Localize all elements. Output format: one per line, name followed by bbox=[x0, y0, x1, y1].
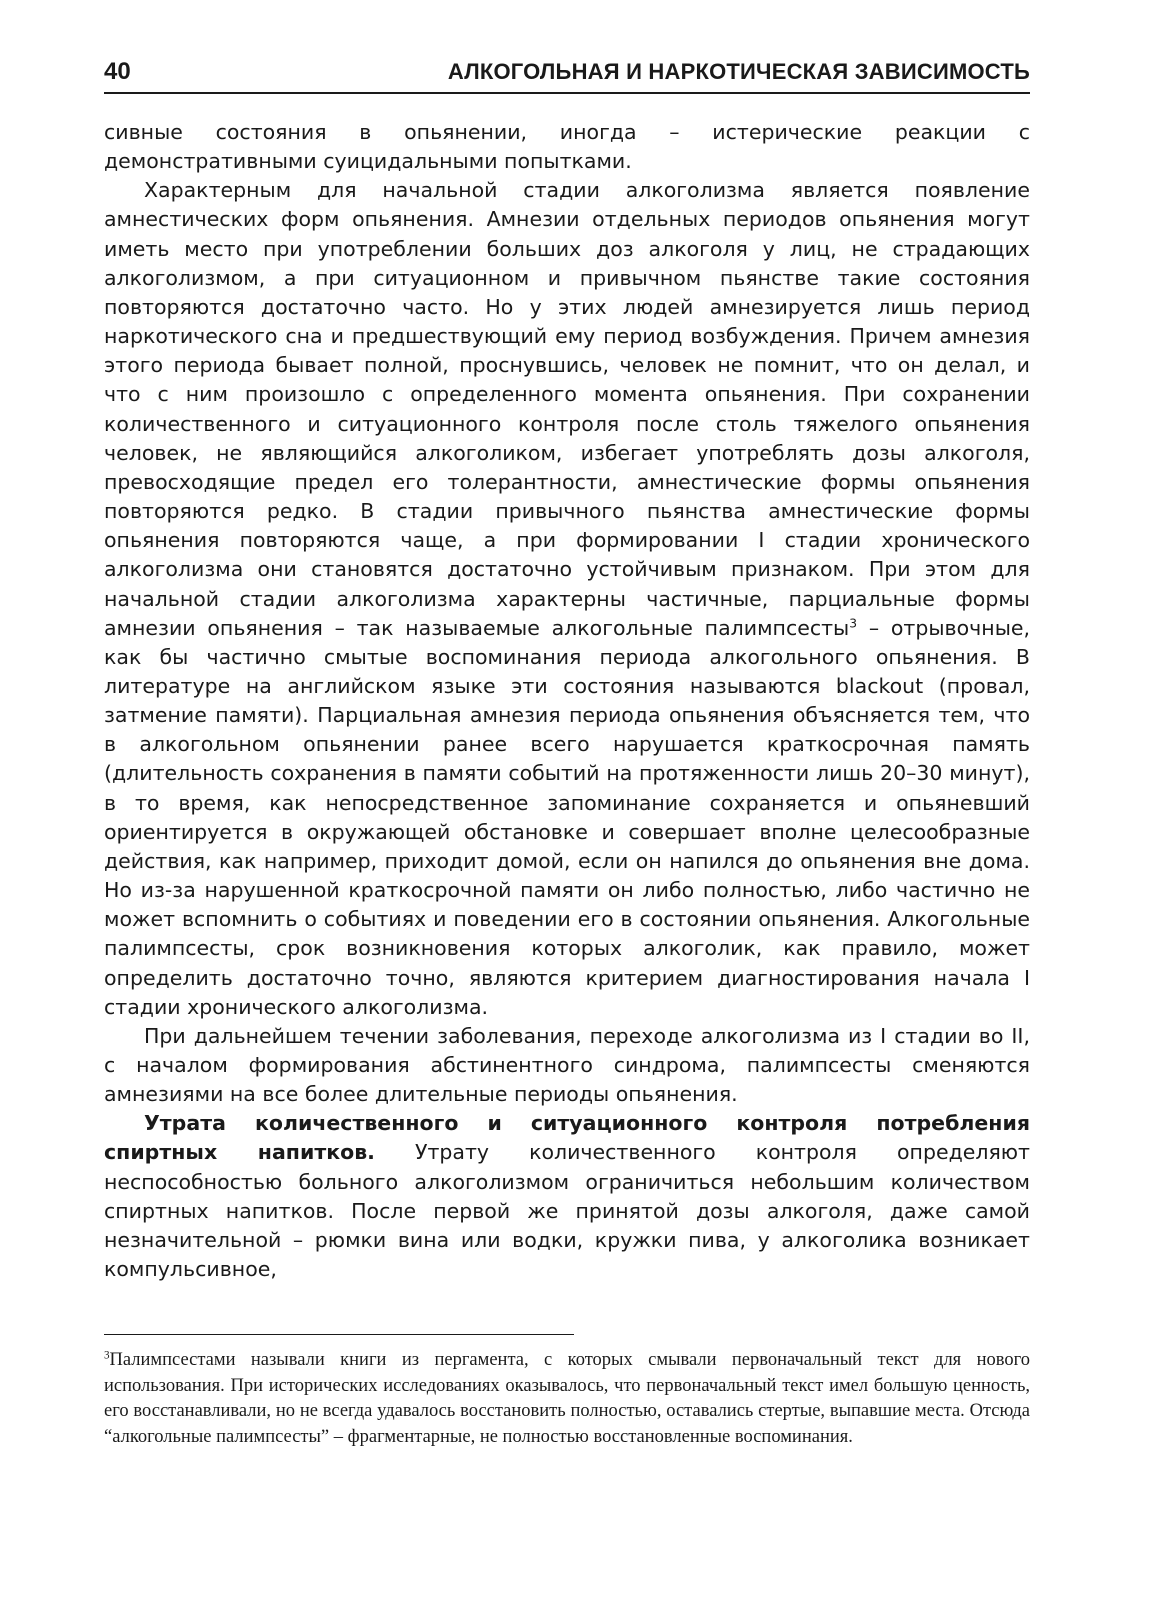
page-number: 40 bbox=[104, 58, 131, 85]
paragraph-text-continued: – отрывочные, как бы частично смытые воспоминания периода алкогольного опьянения. В литературе на английском языке эти состояния называются blackout (провал, затмение памяти). Парциальная амнезия периода опьянения объясняется тем, что в алкогольном опьянении ранее всего нарушается краткосрочная память (длительность сохранения в памяти событий на протяженности лишь 20–30 минут), в то время, как непосредственное запоминание сохраняется и опьяневший ориентируется в окружающей обстановке и совершает вполне целесообразные действия, как например, приходит домой, если он напился до опьянения вне дома. Но из-за нарушенной краткосрочной памяти он либо полностью, либо частично не может вспомнить о событиях и поведении его в состоянии опьянения. Алкогольные палимпсесты, срок возникновения которых алкоголик, как правило, может определить достаточно точно, являются критерием диагностирования начала I стадии хронического алкоголизма. bbox=[104, 615, 1031, 1019]
body-text bbox=[104, 118, 1030, 1284]
paragraph-amnestic-forms bbox=[104, 176, 1030, 1022]
paragraph-text: Характерным для начальной стадии алкоголизма является появление амнестических форм опьянения. Амнезии отдельных периодов опьянения могут иметь место при употреблении больших доз алкоголя у лиц, не страдающих алкоголизмом, а при ситуационном и привычном пьянстве такие состояния повторяются достаточно часто. Но у этих людей амнезируется лишь период наркотического сна и предшествующий ему период возбуждения. Причем амнезия этого периода бывает полной, проснувшись, человек не помнит, что он делал, и что с ним произошло с определенного момента опьянения. При сохранении количественного и ситуационного контроля после столь тяжелого опьянения человек, не являющийся алкоголиком, избегает употреблять дозы алкоголя, превосходящие предел его толерантности, амнестические формы опьянения повторяются редко. В стадии привычного пьянства амнестические формы опьянения повторяются чаще, а при формировании I стадии хронического алкоголизма они становятся достаточно устойчивым признаком. При этом для начальной стадии алкоголизма характерны частичные, парциальные формы амнезии опьянения – так называемые алкогольные палимпсесты bbox=[104, 178, 1030, 640]
footnote-text: Палимпсестами называли книги из пергамента, с которых смывали первоначальный текст для нового использования. При исторических исследованиях оказывалось, что первоначальный текст имел большую ценность, его восстанавливали, но не всегда удавалось восстановить полностью, оставались стертые, выпавшие места. Отсюда “алкогольные палимпсесты” – фрагментарные, не полностью восстановленные воспоминания. bbox=[104, 1350, 1030, 1447]
paragraph-loss-of-control bbox=[104, 1109, 1030, 1284]
page-header bbox=[104, 56, 1030, 90]
running-head: АЛКОГОЛЬНАЯ И НАРКОТИЧЕСКАЯ ЗАВИСИМОСТЬ bbox=[447, 59, 1030, 84]
paragraph-disease-progression bbox=[104, 1022, 1030, 1109]
footnote-rule bbox=[104, 1334, 574, 1335]
paragraph-text: сивные состояния в опьянении, иногда – истерические реакции с демонстративными суицидальными попытками. bbox=[104, 120, 1030, 174]
header-rule bbox=[104, 92, 1030, 94]
paragraph-text: Утрату количественного контроля определяют неспособностью больного алкоголизмом ограничиться небольшим количеством спиртных напитков. После первой же принятой дозы алкоголя, даже самой незначительной – рюмки вина или водки, кружки пива, у алкоголика возникает компульсивное, bbox=[104, 1140, 1030, 1282]
paragraph-text: При дальнейшем течении заболевания, переходе алкоголизма из I стадии во II, с началом формирования абстинентного синдрома, палимпсесты сменяются амнезиями на все более длительные периоды опьянения. bbox=[104, 1023, 1030, 1107]
section-run-in-heading: Утрата количественного и ситуационного контроля потребления спиртных напитков. bbox=[104, 1111, 1030, 1165]
footnote bbox=[104, 1348, 1030, 1450]
paragraph-continuation bbox=[104, 118, 1030, 176]
footnote-reference: 3 bbox=[849, 616, 858, 631]
footnote-marker: 3 bbox=[104, 1349, 110, 1362]
